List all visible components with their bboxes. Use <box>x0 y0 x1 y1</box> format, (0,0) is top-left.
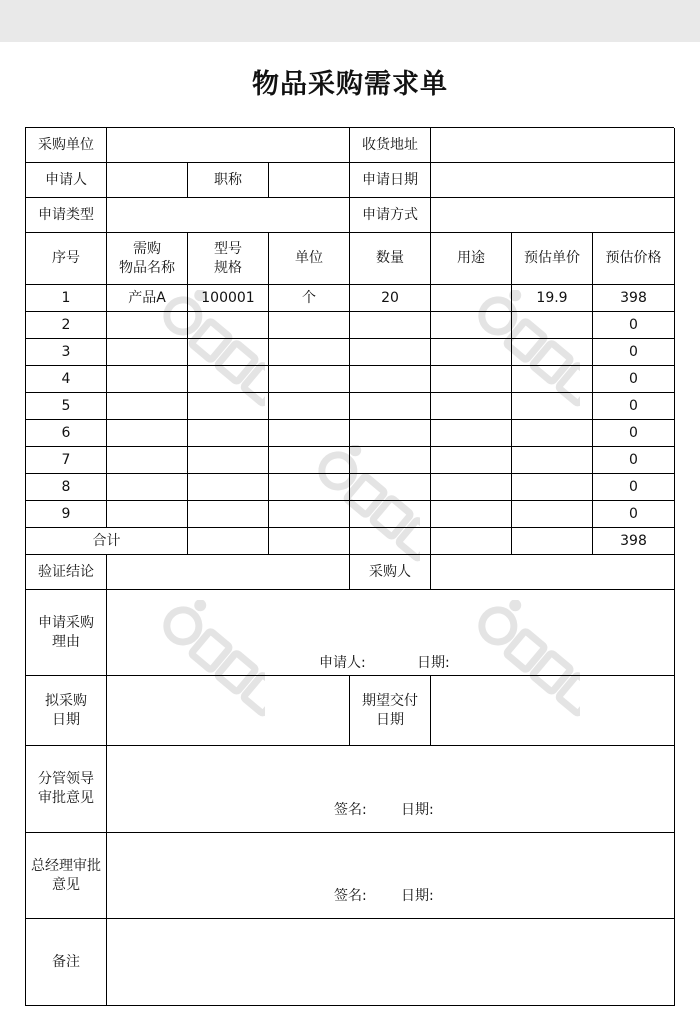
col-no-cell: 5 <box>26 393 107 420</box>
col-model-cell[interactable]: 100001 <box>188 285 269 312</box>
reason-field[interactable] <box>107 590 675 676</box>
col-model-cell[interactable] <box>188 474 269 501</box>
col-unit-price-cell[interactable] <box>512 366 593 393</box>
col-qty-cell[interactable] <box>350 339 431 366</box>
col-unit-cell[interactable] <box>269 447 350 474</box>
apply-method-label: 申请方式 <box>350 198 431 233</box>
col-item-name-cell[interactable] <box>107 474 188 501</box>
col-model-cell[interactable] <box>188 420 269 447</box>
col-model-total-cell[interactable] <box>188 528 269 555</box>
col-unit-price-cell[interactable] <box>512 474 593 501</box>
col-no-header: 序号 <box>26 233 107 285</box>
col-unit-price-cell[interactable]: 19.9 <box>512 285 593 312</box>
reason-applicant-sign-label: 申请人: <box>319 655 366 671</box>
col-no-cell: 2 <box>26 312 107 339</box>
delivery-address-field[interactable] <box>431 128 675 163</box>
col-price-cell[interactable]: 0 <box>593 420 675 447</box>
col-unit-cell[interactable] <box>269 366 350 393</box>
col-qty-cell[interactable] <box>350 393 431 420</box>
col-item-name-cell[interactable] <box>107 420 188 447</box>
applicant-label: 申请人 <box>26 163 107 198</box>
dept-leader-field[interactable] <box>107 746 675 833</box>
planned-date-field[interactable] <box>107 676 350 746</box>
expected-delivery-field[interactable] <box>431 676 675 746</box>
col-price-cell[interactable]: 398 <box>593 285 675 312</box>
gm-opinion-field[interactable] <box>107 833 675 919</box>
col-unit-header: 单位 <box>269 233 350 285</box>
col-no-cell: 8 <box>26 474 107 501</box>
col-unit-price-cell[interactable] <box>512 312 593 339</box>
gm-sign-label: 签名: <box>334 888 367 904</box>
col-qty-total-cell[interactable] <box>350 528 431 555</box>
gm-date-label: 日期: <box>401 888 434 904</box>
col-no-cell: 4 <box>26 366 107 393</box>
col-price-cell[interactable]: 0 <box>593 447 675 474</box>
col-model-cell[interactable] <box>188 339 269 366</box>
verification-label: 验证结论 <box>26 555 107 590</box>
col-qty-cell[interactable] <box>350 312 431 339</box>
col-price-cell[interactable]: 0 <box>593 501 675 528</box>
purchaser-label: 采购人 <box>350 555 431 590</box>
col-qty-cell[interactable] <box>350 474 431 501</box>
col-unit-price-cell[interactable] <box>512 339 593 366</box>
total-price-cell: 398 <box>593 528 675 555</box>
apply-type-label: 申请类型 <box>26 198 107 233</box>
purchase-unit-label: 采购单位 <box>26 128 107 163</box>
col-price-cell[interactable]: 0 <box>593 366 675 393</box>
col-use-cell[interactable] <box>431 339 512 366</box>
col-unit-total-cell[interactable] <box>269 528 350 555</box>
col-no-cell: 7 <box>26 447 107 474</box>
apply-method-field[interactable] <box>431 198 675 233</box>
col-unit-cell[interactable] <box>269 420 350 447</box>
col-price-cell[interactable]: 0 <box>593 312 675 339</box>
col-qty-cell[interactable] <box>350 366 431 393</box>
col-model-header: 型号 规格 <box>188 233 269 285</box>
col-unit-price-cell[interactable] <box>512 447 593 474</box>
col-item-name-cell[interactable] <box>107 447 188 474</box>
col-item-name-header: 需购 物品名称 <box>107 233 188 285</box>
col-use-header: 用途 <box>431 233 512 285</box>
col-no-cell: 3 <box>26 339 107 366</box>
apply-type-field[interactable] <box>107 198 350 233</box>
col-unit-price-cell[interactable] <box>512 393 593 420</box>
total-label: 合计 <box>26 528 188 555</box>
page-title: 物品采购需求单 <box>252 69 448 100</box>
col-item-name-cell[interactable] <box>107 501 188 528</box>
col-unit-price-cell[interactable] <box>512 501 593 528</box>
col-unit-cell[interactable] <box>269 339 350 366</box>
reason-date-label: 日期: <box>417 655 450 671</box>
col-price-cell[interactable]: 0 <box>593 393 675 420</box>
dept-leader-label: 分管领导 审批意见 <box>26 746 107 833</box>
apply-date-field[interactable] <box>431 163 675 198</box>
col-use-cell[interactable] <box>431 501 512 528</box>
col-qty-header: 数量 <box>350 233 431 285</box>
applicant-field[interactable] <box>107 163 188 198</box>
col-model-cell[interactable] <box>188 312 269 339</box>
col-item-name-cell[interactable] <box>107 366 188 393</box>
col-item-name-cell[interactable] <box>107 312 188 339</box>
col-use-cell[interactable] <box>431 474 512 501</box>
expected-delivery-label: 期望交付 日期 <box>350 676 431 746</box>
planned-date-label: 拟采购 日期 <box>26 676 107 746</box>
col-no-cell: 1 <box>26 285 107 312</box>
col-use-total-cell[interactable] <box>431 528 512 555</box>
col-unit-cell[interactable] <box>269 474 350 501</box>
col-use-cell[interactable] <box>431 420 512 447</box>
delivery-address-label: 收货地址 <box>350 128 431 163</box>
job-title-field[interactable] <box>269 163 350 198</box>
col-qty-cell[interactable] <box>350 447 431 474</box>
col-unit-cell[interactable] <box>269 501 350 528</box>
col-model-cell[interactable] <box>188 447 269 474</box>
col-unit-cell[interactable] <box>269 312 350 339</box>
col-unit-price-cell[interactable] <box>512 420 593 447</box>
dept-leader-date-label: 日期: <box>401 802 434 818</box>
col-use-cell[interactable] <box>431 285 512 312</box>
col-use-cell[interactable] <box>431 447 512 474</box>
col-no-cell: 9 <box>26 501 107 528</box>
col-unit-cell[interactable]: 个 <box>269 285 350 312</box>
col-model-cell[interactable] <box>188 393 269 420</box>
gm-opinion-label: 总经理审批 意见 <box>26 833 107 919</box>
col-unit-price-total-cell[interactable] <box>512 528 593 555</box>
remarks-field[interactable] <box>107 919 675 1006</box>
col-no-cell: 6 <box>26 420 107 447</box>
col-price-cell[interactable]: 0 <box>593 339 675 366</box>
col-use-cell[interactable] <box>431 393 512 420</box>
reason-label: 申请采购 理由 <box>26 590 107 676</box>
col-model-cell[interactable] <box>188 501 269 528</box>
col-use-cell[interactable] <box>431 366 512 393</box>
apply-date-label: 申请日期 <box>350 163 431 198</box>
dept-leader-sign-label: 签名: <box>334 802 367 818</box>
col-item-name-cell[interactable] <box>107 339 188 366</box>
col-qty-cell[interactable] <box>350 501 431 528</box>
col-qty-cell[interactable]: 20 <box>350 285 431 312</box>
remarks-label: 备注 <box>26 919 107 1006</box>
purchaser-field[interactable] <box>431 555 675 590</box>
col-price-header: 预估价格 <box>593 233 675 285</box>
col-qty-cell[interactable] <box>350 420 431 447</box>
verification-field[interactable] <box>107 555 350 590</box>
purchase-unit-field[interactable] <box>107 128 350 163</box>
col-item-name-cell[interactable] <box>107 393 188 420</box>
col-price-cell[interactable]: 0 <box>593 474 675 501</box>
col-unit-cell[interactable] <box>269 393 350 420</box>
col-unit-price-header: 预估单价 <box>512 233 593 285</box>
col-item-name-cell[interactable]: 产品A <box>107 285 188 312</box>
col-model-cell[interactable] <box>188 366 269 393</box>
job-title-label: 职称 <box>188 163 269 198</box>
col-use-cell[interactable] <box>431 312 512 339</box>
